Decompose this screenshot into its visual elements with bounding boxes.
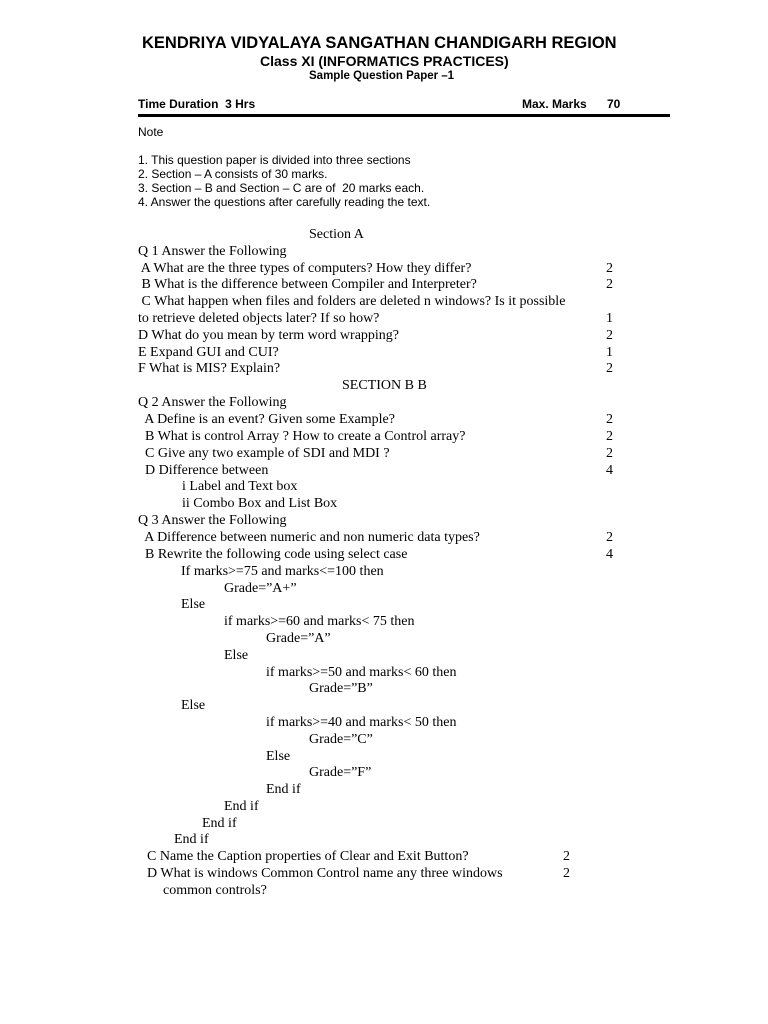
time-duration: Time Duration 3 Hrs — [138, 97, 256, 111]
question-marks: 1 — [606, 345, 613, 360]
code-line: Grade=”B” — [309, 681, 373, 696]
code-line: Grade=”F” — [309, 765, 372, 780]
question-marks: 2 — [606, 277, 613, 292]
code-line: if marks>=40 and marks< 50 then — [266, 715, 457, 730]
question-marks: 1 — [606, 311, 613, 326]
question-marks: 2 — [606, 429, 613, 444]
header-rule — [138, 114, 670, 117]
question-item: D What do you mean by term word wrapping? — [138, 328, 400, 343]
question-marks: 2 — [563, 849, 570, 864]
question-item: F What is MIS? Explain? — [138, 361, 281, 376]
code-line: if marks>=50 and marks< 60 then — [266, 665, 457, 680]
question-item: B Rewrite the following code using select case — [138, 547, 408, 562]
code-line: End if — [202, 816, 237, 831]
question-item: C What happen when files and folders are deleted n windows? Is it possible — [138, 294, 566, 309]
code-line: Else — [224, 648, 249, 663]
code-line: Else — [181, 597, 206, 612]
question-item: A Define is an event? Given some Example? — [138, 412, 395, 427]
code-line: Grade=”A+” — [224, 581, 297, 596]
section-b-heading: SECTION B B — [342, 378, 427, 393]
question-2: Q 2 Answer the Following — [138, 395, 287, 410]
code-line: if marks>=60 and marks< 75 then — [224, 614, 415, 629]
question-item: A Difference between numeric and non numeric data types? — [138, 530, 480, 545]
question-marks: 4 — [606, 547, 613, 562]
question-marks: 2 — [606, 328, 613, 343]
question-item: B What is the difference between Compiler and Interpreter? — [138, 277, 477, 292]
note-item: 2. Section – A consists of 30 marks. — [138, 167, 328, 181]
question-subitem: i Label and Text box — [182, 479, 298, 494]
question-marks: 2 — [606, 261, 613, 276]
question-item: D What is windows Common Control name any three windows — [140, 866, 503, 881]
question-1: Q 1 Answer the Following — [138, 244, 287, 259]
question-item: A What are the three types of computers? How they differ? — [138, 261, 472, 276]
max-marks-label: Max. Marks — [522, 97, 587, 111]
code-line: If marks>=75 and marks<=100 then — [181, 564, 384, 579]
question-marks: 4 — [606, 463, 613, 478]
section-a-heading: Section A — [309, 227, 364, 242]
code-line: End if — [174, 832, 209, 847]
question-marks: 2 — [606, 446, 613, 461]
question-item: common controls? — [163, 883, 267, 898]
paper-title: Sample Question Paper –1 — [309, 70, 455, 82]
note-item: 1. This question paper is divided into three sections — [138, 153, 411, 167]
class-title: Class XI (INFORMATICS PRACTICES) — [260, 53, 509, 69]
question-3: Q 3 Answer the Following — [138, 513, 287, 528]
max-marks-value: 70 — [607, 97, 621, 111]
code-line: Grade=”A” — [266, 631, 331, 646]
question-marks: 2 — [606, 530, 613, 545]
note-item: 4. Answer the questions after carefully reading the text. — [138, 195, 431, 209]
note-item: 3. Section – B and Section – C are of 20 marks each. — [138, 181, 425, 195]
question-item: to retrieve deleted objects later? If so how? — [138, 311, 380, 326]
code-line: Else — [266, 749, 291, 764]
code-line: End if — [266, 782, 301, 797]
note-heading: Note — [138, 125, 164, 139]
question-subitem: ii Combo Box and List Box — [182, 496, 338, 511]
question-item: C Give any two example of SDI and MDI ? — [138, 446, 390, 461]
code-line: Else — [181, 698, 206, 713]
question-item: C Name the Caption properties of Clear and Exit Button? — [140, 849, 469, 864]
code-line: Grade=”C” — [309, 732, 373, 747]
question-item: B What is control Array ? How to create a Control array? — [138, 429, 466, 444]
question-marks: 2 — [606, 361, 613, 376]
code-line: End if — [224, 799, 259, 814]
question-marks: 2 — [563, 866, 570, 881]
question-item: E Expand GUI and CUI? — [138, 345, 279, 360]
question-item: D Difference between — [138, 463, 269, 478]
question-marks: 2 — [606, 412, 613, 427]
school-title: KENDRIYA VIDYALAYA SANGATHAN CHANDIGARH REGION — [142, 34, 617, 52]
